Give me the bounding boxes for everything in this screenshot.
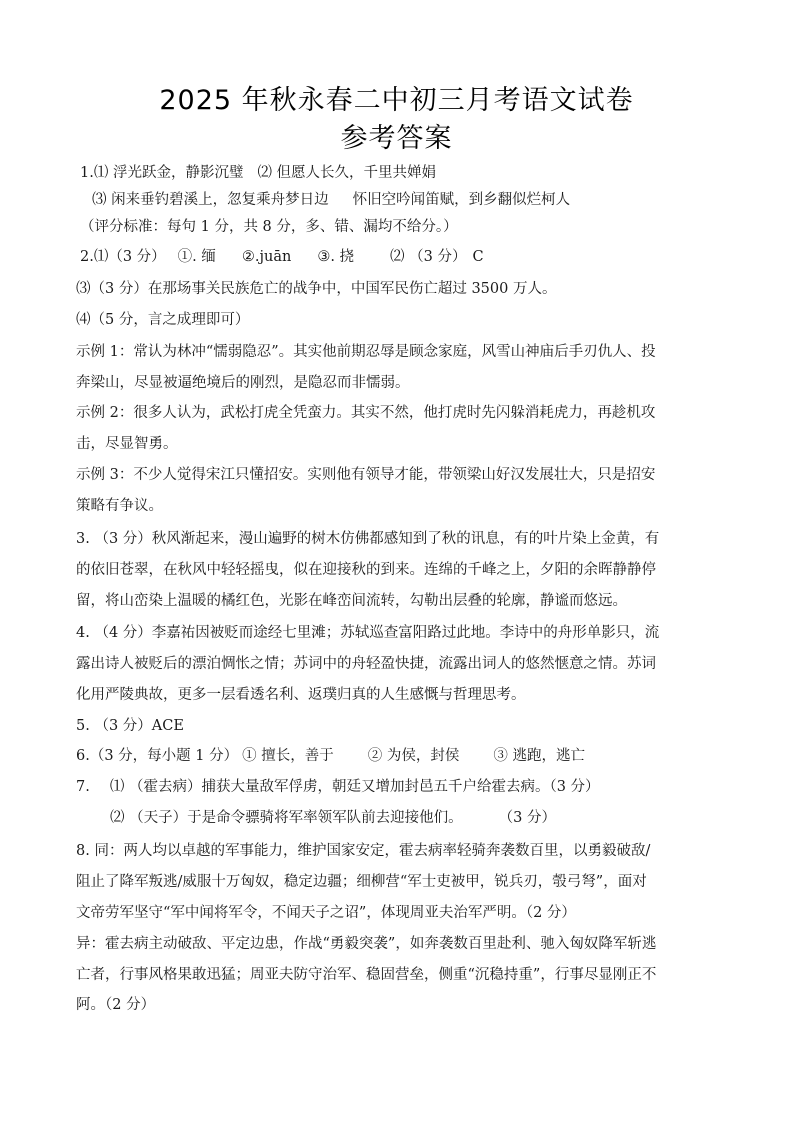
q1-answer-3: ⑶ 闲来垂钓碧溪上，忽复乘舟梦日边 (92, 192, 329, 208)
q3-line1: 3. （3 分）秋风渐起来，漫山遍野的树木仿佛都感知到了秋的讯息，有的叶片染上金黄，有 (76, 531, 660, 547)
q2-line-1 (80, 247, 484, 267)
q2-part3: ⑶（3 分）在那场事关民族危亡的战争中，中国军民伤亡超过 3500 万人。 (76, 281, 557, 297)
q2-example3-line2: 策略有争议。 (76, 498, 163, 514)
q8-line2: 阻止了降军叛逃/威服十万匈奴，稳定边疆；细柳营“军士吏被甲，锐兵刃，彀弓弩”，面对 (76, 874, 647, 890)
q2-example1-line2: 奔梁山，尽显被逼绝境后的刚烈，是隐忍而非懦弱。 (76, 375, 410, 391)
q4-line2: 露出诗人被贬后的漂泊惆怅之情；苏词中的舟轻盈快捷，流露出词人的悠然惬意之情。苏词 (76, 656, 656, 672)
q7-number: 7. (76, 779, 90, 795)
q6-answer-3: ③ 逃跑，逃亡 (493, 748, 585, 764)
q3-line3: 留，将山峦染上温暖的橘红色，光影在峰峦间流转，勾勒出层叠的轮廓，静谧而悠远。 (76, 593, 627, 609)
q4-line1: 4. （4 分）李嘉祐因被贬而途经七里滩；苏轼巡查富阳路过此地。李诗中的舟形单影只，流 (76, 625, 660, 641)
q1-answer-2: ⑵ 但愿人长久，千里共婵娟 (257, 165, 437, 181)
q7-part2: ⑵ （天子）于是命令骠骑将军率领军队前去迎接他们。 (110, 810, 463, 826)
q2-part4: ⑷（5 分，言之成理即可） (76, 312, 250, 328)
q1-line-1 (80, 163, 436, 183)
q3-line2: 的依旧苍翠，在秋风中轻轻摇曳，似在迎接秋的到来。连绵的千峰之上，夕阳的余晖静静停 (76, 562, 656, 578)
q2-part1-a: ①. 缅 (177, 249, 216, 265)
q8-line5: 亡者，行事风格果敢迅猛；周亚夫防守治军、稳固营垒，侧重“沉稳持重”，行事尽显刚正不 (76, 967, 657, 983)
q7-line1 (76, 777, 600, 797)
q2-example2-line1: 示例 2：很多人认为，武松打虎全凭蛮力。其实不然，他打虎时先闪躲消耗虎力，再趁机攻 (76, 405, 656, 421)
q2-part1-b: ②.juān (241, 249, 292, 265)
q7-part1: ⑴ （霍去病）捕获大量敌军俘虏，朝廷又增加封邑五千户给霍去病。（3 分） (109, 779, 600, 795)
q4-line3: 化用严陵典故，更多一层看透名利、返璞归真的人生感慨与哲理思考。 (76, 687, 526, 703)
q1-scoring: （评分标准：每句 1 分，共 8 分，多、错、漏均不给分。） (80, 219, 458, 235)
q6-answer-1: ① 擅长，善于 (242, 748, 334, 764)
q2-part1-label: 2.⑴（3 分） (80, 249, 166, 265)
q2-example2-line2: 击，尽显智勇。 (76, 436, 178, 452)
q1-answer-4: 怀旧空吟闻笛赋，到乡翻似烂柯人 (352, 192, 571, 208)
q1-answer-1: 1.⑴ 浮光跃金，静影沉璧 (80, 165, 244, 181)
q2-part2-label: ⑵ （3 分） (390, 249, 467, 265)
q8-line6: 阿。（2 分） (76, 997, 156, 1013)
q8-line3: 文帝劳军坚守“军中闻将军令，不闻天子之诏”，体现周亚夫治军严明。（2 分） (76, 905, 576, 921)
q7-part2-score: （3 分） (498, 810, 556, 826)
page-title: 2025 年秋永春二中初三月考语文试卷 (159, 85, 634, 116)
q8-line4: 异：霍去病主动破敌、平定边患，作战“勇毅突袭”，如奔袭数百里赴利、驰入匈奴降军斩逃 (76, 936, 657, 952)
q6-label: 6.（3 分，每小题 1 分） (76, 748, 239, 764)
q1-line-2 (92, 190, 570, 210)
q2-part1-c: ③. 挠 (317, 249, 355, 265)
q2-part2-answer: C (472, 249, 484, 265)
q6-answer-2: ② 为侯，封侯 (367, 748, 460, 764)
q6-line (76, 746, 585, 766)
page-subtitle: 参考答案 (340, 123, 453, 154)
q2-example3-line1: 示例 3：不少人觉得宋江只懂招安。实则他有领导才能，带领梁山好汉发展壮大，只是招安 (76, 467, 656, 483)
q8-line1: 8. 同：两人均以卓越的军事能力，维护国家安定，霍去病率轻骑奔袭数百里，以勇毅破敌/ (76, 843, 651, 859)
q2-example1-line1: 示例 1：常认为林冲“懦弱隐忍”。其实他前期忍辱是顾念家庭，风雪山神庙后手刃仇人、投 (76, 344, 656, 360)
q7-line2 (110, 808, 556, 828)
q5-answer: 5. （3 分）ACE (76, 718, 184, 734)
